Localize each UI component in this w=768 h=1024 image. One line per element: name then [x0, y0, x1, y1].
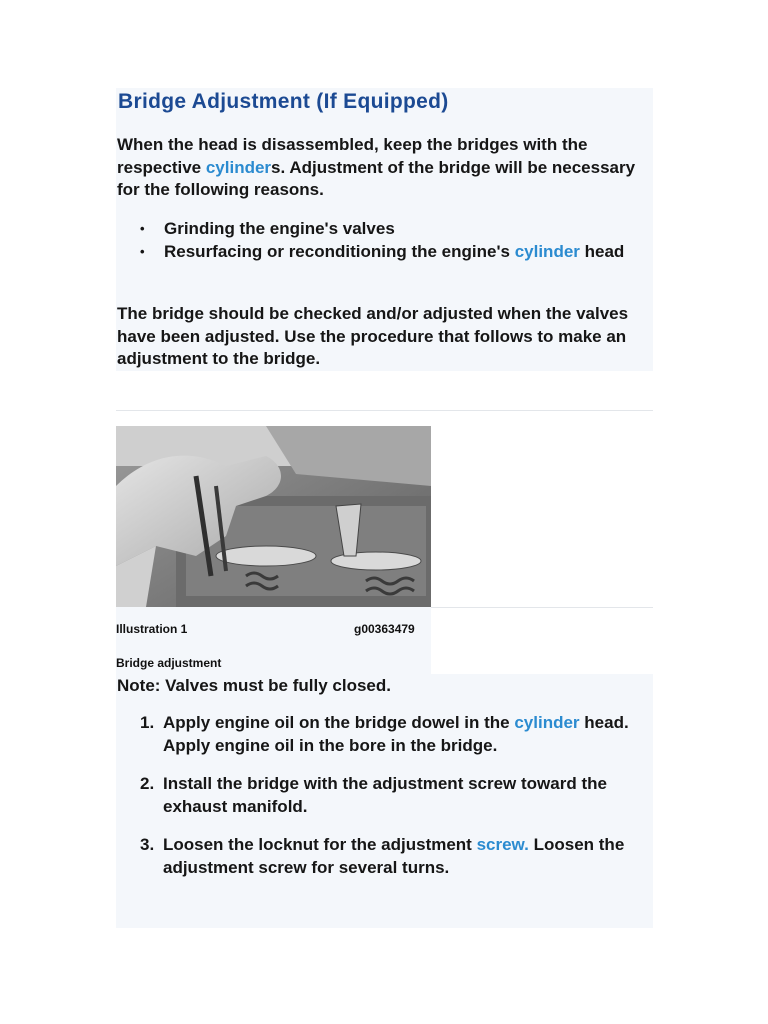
step-text: Install the bridge with the adjustment screw toward the exhaust manifold. [163, 774, 607, 816]
list-item [140, 218, 640, 241]
step-number: 3. [140, 835, 155, 854]
steps-list [140, 712, 650, 895]
step-number: 1. [140, 713, 155, 732]
procedure-paragraph: The bridge should be checked and/or adjusted when the valves have been adjusted. Use the procedure that follows to make an adjustment to the bridge. [117, 304, 629, 368]
note-text: Note: Valves must be fully closed. [117, 676, 391, 695]
list-item [140, 834, 650, 879]
engine-photo-graphic [116, 426, 431, 607]
list-item [140, 712, 650, 757]
page-title: Bridge Adjustment (If Equipped) [118, 90, 449, 113]
illustration-caption: Bridge adjustment [116, 656, 222, 670]
intro-paragraph [117, 134, 652, 202]
divider-top [116, 410, 653, 411]
step-text: Loosen the locknut for the adjustment [163, 835, 477, 854]
divider-figure [431, 607, 653, 608]
step-number: 2. [140, 774, 155, 793]
step-text-end: Loosen the adjustment screw for several turns. [163, 835, 625, 877]
list-item [140, 241, 640, 264]
step-text-end: head. Apply engine oil in the bore in the bridge. [163, 713, 629, 755]
bullet-text: Grinding the engine's valves [164, 219, 395, 238]
bullet-text-end: head [579, 241, 625, 261]
illustration-code: g00363479 [354, 622, 415, 636]
illustration-photo [116, 426, 431, 607]
intro-text-2: s. Adjustment of the bridge will be necessary for the following reasons. [117, 157, 636, 199]
cylinder-link[interactable]: cylinder [514, 241, 580, 261]
screw-link[interactable]: screw. [476, 835, 529, 854]
cylinder-link[interactable]: cylinder [205, 157, 272, 177]
reasons-list [140, 218, 640, 263]
intro-text-1: When the head is disassembled, keep the bridges with the respective [117, 135, 588, 177]
cylinder-link[interactable]: cylinder [514, 713, 580, 732]
illustration-label: Illustration 1 [116, 622, 188, 636]
step-text: Apply engine oil on the bridge dowel in the [163, 713, 515, 732]
bullet-text: Resurfacing or reconditioning the engine's [164, 241, 515, 261]
list-item [140, 773, 650, 818]
